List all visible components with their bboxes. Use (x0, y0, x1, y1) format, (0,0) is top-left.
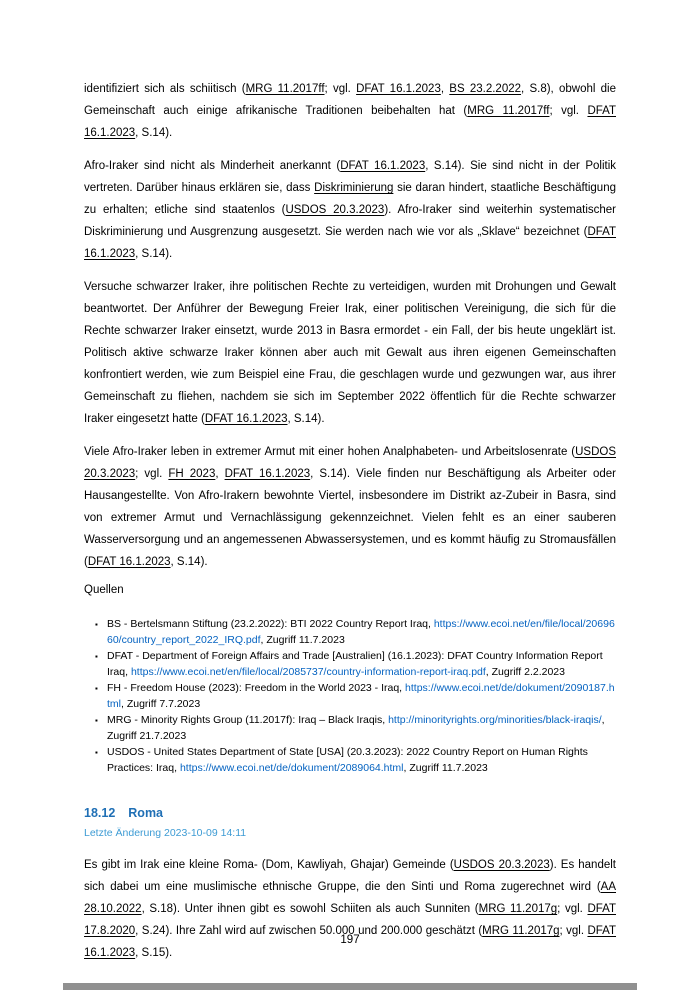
source-item (95, 681, 616, 712)
bullet-icon: ▪ (95, 684, 98, 693)
source-text: FH - Freedom House (2023): Freedom in the World 2023 - Iraq, https://www.ecoi.net/de/dokument/2090187.html, Zugriff 7.7.2023 (107, 682, 615, 710)
source-text: MRG - Minority Rights Group (11.2017f): Iraq – Black Iraqis, http://minorityrights.org/minorities/black-iraqis/, Zugriff 21.7.2023 (107, 714, 605, 742)
citation-link[interactable]: MRG 11.2017ff (467, 105, 550, 117)
source-item (95, 713, 616, 744)
citation-link[interactable]: BS 23.2.2022 (449, 83, 522, 95)
citation-link[interactable]: AA 28.10.2022 (84, 881, 616, 915)
citation-link[interactable]: DFAT 16.1.2023 (87, 556, 171, 568)
citation-link[interactable]: DFAT 16.1.2023 (84, 925, 617, 959)
source-item (95, 617, 616, 648)
source-text: DFAT - Department of Foreign Affairs and Trade [Australien] (16.1.2023): DFAT Country Information Report Iraq, https://www.ecoi.net/en/file/local/2085737/country-information-report-iraq.pdf, Zugriff 2.2.2023 (107, 650, 603, 678)
citation-link[interactable]: DFAT 16.1.2023 (84, 226, 616, 260)
sources-heading: Quellen (84, 584, 124, 596)
citation-link[interactable]: DFAT 16.1.2023 (340, 160, 426, 172)
paragraph-4: Viele Afro-Iraker leben in extremer Armut mit einer hohen Analphabeten- und Arbeitslosenrate (USDOS 20.3.2023; vgl. FH 2023, DFAT 16.1.2023, S.14). Viele finden nur Beschäftigung als Arbeiter oder Hausangestellte. Von Afro-Irakern bewohnte Viertel, insbesondere im Distrikt az-Zubeir in Basra, sind von extremer Armut und Vernachlässigung gekennzeichnet. Vielen fehlt es an einer sauberen Wasserversorgung und an angemessenen Abwassersystemen, und es kommt häufig zu Stromausfällen (DFAT 16.1.2023, S.14). (84, 446, 616, 568)
citation-link[interactable]: DFAT 17.8.2020 (84, 903, 617, 937)
citation-link[interactable]: Diskriminierung (314, 182, 394, 194)
citation-link[interactable]: FH 2023 (168, 468, 216, 480)
citation-link[interactable]: USDOS 20.3.2023 (84, 446, 616, 480)
paragraph-2: Afro-Iraker sind nicht als Minderheit anerkannt (DFAT 16.1.2023, S.14). Sie sind nicht in der Politik vertreten. Darüber hinaus erklären sie, dass Diskriminierung sie daran hindert, staatliche Beschäftigung zu erhalten; etliche sind staatenlos (USDOS 20.3.2023). Afro-Iraker sind weiterhin systematischer Diskriminierung und Ausgrenzung ausgesetzt. Sie werden nach wie vor als „Sklave“ bezeichnet (DFAT 16.1.2023, S.14). (84, 160, 616, 260)
section-number: 18.12 (84, 806, 116, 820)
page-footer (0, 934, 700, 946)
source-url-link[interactable]: http://minorityrights.org/minorities/black-iraqis/ (388, 714, 602, 726)
paragraph-1: identifiziert sich als schiitisch (MRG 11.2017ff; vgl. DFAT 16.1.2023, BS 23.2.2022, S.8), obwohl die Gemeinschaft auch einige afrikanische Traditionen beibehalten hat (MRG 11.2017ff; vgl. DFAT 16.1.2023, S.14). (84, 83, 617, 139)
last-change-note: Letzte Änderung 2023-10-09 14:11 (84, 827, 247, 839)
citation-link[interactable]: DFAT 16.1.2023 (84, 105, 616, 139)
citation-link[interactable]: USDOS 20.3.2023 (453, 859, 550, 871)
source-url-link[interactable]: https://www.ecoi.net/de/dokument/2090187.html (107, 682, 615, 710)
citation-link[interactable]: USDOS 20.3.2023 (285, 204, 385, 216)
citation-link[interactable]: DFAT 16.1.2023 (356, 83, 441, 95)
source-item (95, 745, 616, 776)
bullet-icon: ▪ (95, 716, 98, 725)
source-text: BS - Bertelsmann Stiftung (23.2.2022): BTI 2022 Country Report Iraq, https://www.ecoi.net/en/file/local/2069660/country_report_2022_IRQ.pdf, Zugriff 11.7.2023 (107, 618, 615, 646)
citation-link[interactable]: DFAT 16.1.2023 (224, 468, 311, 480)
source-url-link[interactable]: https://www.ecoi.net/de/dokument/2089064.html (179, 761, 404, 774)
roma-paragraph: Es gibt im Irak eine kleine Roma- (Dom, Kawliyah, Ghajar) Gemeinde (USDOS 20.3.2023). Es handelt sich dabei um eine muslimische ethnische Gruppe, die den Sinti und Roma zugerechnet wird (AA 28.10.2022, S.18). Unter ihnen gibt es sowohl Schiiten als auch Sunniten (MRG 11.2017g; vgl. DFAT 17.8.2020, S.24). Ihre Zahl wird auf zwischen 50.000 und 200.000 geschätzt (MRG 11.2017g; vgl. DFAT 16.1.2023, S.15). (84, 859, 617, 959)
next-page-edge (63, 983, 637, 990)
paragraph-3: Versuche schwarzer Iraker, ihre politischen Rechte zu verteidigen, wurden mit Drohungen und Gewalt beantwortet. Der Anführer der Bewegung Freier Irak, einer politischen Vereinigung, die sich für die Rechte schwarzer Iraker einsetzt, wurde 2013 in Basra ermordet - ein Fall, der bis heute ungeklärt ist. Politisch aktive schwarze Iraker können aber auch mit Gewalt aus ihren eigenen Gemeinschaften konfrontiert werden, wie zum Beispiel eine Frau, die geschlagen wurde und gezwungen war, aus ihrer Gemeinschaft zu fliehen, nachdem sie sich im September 2022 öffentlich für die Rechte schwarzer Iraker eingesetzt hatte (DFAT 16.1.2023, S.14). (84, 281, 616, 425)
citation-link[interactable]: MRG 11.2017g (482, 925, 560, 937)
section-title: Roma (128, 806, 164, 820)
citation-link[interactable]: MRG 11.2017ff (245, 83, 325, 95)
citation-link[interactable]: MRG 11.2017g (478, 903, 558, 915)
source-url-link[interactable]: https://www.ecoi.net/en/file/local/2069660/country_report_2022_IRQ.pdf (107, 618, 615, 646)
citation-link[interactable]: DFAT 16.1.2023 (204, 413, 288, 425)
bullet-icon: ▪ (95, 748, 98, 757)
source-item (95, 649, 616, 680)
bullet-icon: ▪ (95, 652, 98, 661)
page-number: 197 (340, 934, 360, 946)
sources-list (95, 617, 616, 776)
source-text: USDOS - United States Department of State [USA] (20.3.2023): 2022 Country Report on Human Rights Practices: Iraq, https://www.ecoi.net/de/dokument/2089064.html, Zugriff 11.7.2023 (107, 746, 588, 774)
bullet-icon: ▪ (95, 620, 98, 629)
source-url-link[interactable]: https://www.ecoi.net/en/file/local/2085737/country-information-report-iraq.pdf (130, 665, 486, 678)
section-heading (84, 806, 616, 820)
